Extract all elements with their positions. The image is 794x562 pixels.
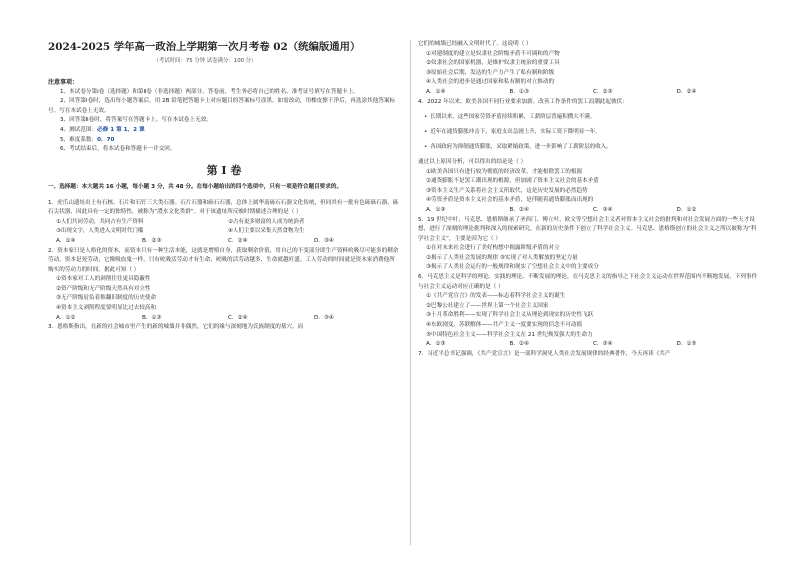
right-column (418, 40, 760, 550)
section-one-heading: 一、选择题：本大题共 16 小题，每小题 3 分，共 48 分。在每小题给出的四个选项中，只有一项是符合题目要求的。 (48, 184, 343, 191)
choice-row (48, 237, 400, 247)
choice-a[interactable]: A．①② (56, 314, 76, 321)
question-stem: 2．资本家只是人格化的资本，而资本只有一种生活本能，这就是增殖自身，获取剩余价值，用自己的不变部分即生产资料吮吸尽可能多的剩余劳动。资本是死劳动，它像吸血鬼一样，只有吮吸活劳动才有生命，吮吸的活劳动越多，生命就越旺盛。工人劳动的时间就是资本家消费他所购买的劳动力的时间。据此可知（ ） (48, 247, 399, 273)
question-2 (48, 247, 400, 324)
choice-a[interactable]: A．①③ (426, 341, 446, 348)
question-1 (48, 199, 400, 247)
question-7-stem: 7．习近平总书记强调，《共产党宣言》是一部科学洞见人类社会发展规律的经典著作，今天再读《共产 (418, 350, 671, 357)
choice-d[interactable]: D．③④ (314, 237, 334, 244)
option: ②奴隶社会的国家机器，是维护奴隶主统治的重要工具 (426, 60, 560, 67)
exam-info: （考试时间：75 分钟 试卷满分：100 分） (153, 58, 257, 64)
note-item-5 (48, 136, 400, 146)
question-stem: 6．马克思主义是科学的理论、实践的理论、不断发展的理论，在马克思主义的指导之下社会主义运动在世界范围内不断地发展。下列事件与社会主义运动对应正确的是（ ） (418, 274, 758, 290)
bullet-item: • 长期以来，这些国家劳资矛盾持续积累，工薪阶层普遍积攒大不满。 (418, 113, 760, 123)
option: ③十月革命胜利——实现了科学社会主义从理论到现实的历史性飞跃 (426, 312, 594, 319)
note-item-3: 3、回答第Ⅱ卷时，将答案写在答题卡上。写在本试卷上无效。 (60, 117, 212, 124)
option-row (48, 227, 400, 237)
option-row (48, 218, 400, 228)
option: ④资本主义剥削程度要明显比过去较高和 (56, 305, 157, 312)
question-stem: 5．19 世纪中叶，马克思、恩格斯继承了圣西门、傅立叶、欧文等空想社会主义者对资本主义社会的批判和对社会发展方面的一些天才设想，进行了深刻的理论批判和深入的探索研究，在新的历史条件下创立了科学社会主义。马克思、恩格斯创立的社会主义之所以被称为“科学社会主义”，主要是因为它（ ） (418, 216, 757, 242)
option: ③资本主义生产关系将社会主义所取代，这是历史发展的必然趋势 (426, 187, 588, 194)
option: ⑤中国特色社会主义——科学社会主义在 21 世纪焕发强大的生命力 (426, 331, 593, 338)
choice-row (48, 314, 400, 324)
option: ②揭示了人类社会发展的规律 ③实现了对人类解放的坚定力量 (426, 254, 578, 261)
option: ①人们共同劳动，共同占有生产资料 (56, 218, 144, 225)
notes-heading: 注意事项： (48, 79, 79, 86)
option: ③原始社会后期，发达的生产力产生了私有制和阶级 (426, 69, 555, 76)
option: ②通货膨胀不是罢工潮出现的根源，但加剧了资本主义社会的基本矛盾 (426, 178, 599, 185)
option: ①对建制度的建立是奴隶社会阶级矛盾不可调和的产物 (426, 50, 560, 57)
option: ②巴黎公社建立了——世界上第一个社会主义国家 (426, 302, 549, 309)
column-divider (410, 40, 411, 545)
volume-title: 第 Ⅰ 卷 (206, 163, 242, 177)
left-column (48, 72, 400, 550)
question-3-stem: 3．恩格斯指出，在新的社会城市里产生的新的城墙并非偶然，它们的缘与深刻地为氏族制度的墓穴，而 (48, 324, 304, 331)
bullet-item: • 近年在通货膨胀冲击下，家庭支出急剧上升，实际工资下降明显一年。 (418, 128, 760, 138)
question-3-tail: 它们的城墙已经融入文明时代了。这说明（ ） (418, 41, 532, 47)
option: ④劳资矛盾是资本主义社会的基本矛盾，是伴随着通货膨胀而出现的 (426, 197, 594, 204)
question-5 (418, 216, 760, 274)
choice-d[interactable]: D．②④ (676, 88, 697, 95)
question-6 (418, 273, 760, 350)
difficulty-label: 5、难度系数： (60, 136, 98, 143)
choice-row (418, 206, 760, 216)
choice-c[interactable]: C．③④ (593, 206, 613, 213)
scope-value: 必修 1 第 1、2 课 (97, 126, 145, 133)
choice-a[interactable]: A．①④ (426, 88, 446, 95)
choice-b[interactable]: B．②③ (142, 237, 162, 244)
option: ③无产阶级肩负着推翻旧制度的历史使命 (56, 295, 157, 302)
exam-title: 2024-2025 学年高一政治上学期第一次月考卷 02（统编版通用） (48, 41, 361, 53)
choice-a[interactable]: A．①④ (56, 237, 76, 244)
option: ④东欧剧变、苏联解体——共产主义一度要实现的信念不可动摇 (426, 322, 583, 329)
option: ④人类社会的进步是通过国家和私有制的对立推动的 (426, 79, 555, 86)
question-lead: 通过以上原因分析，可以得出的结论是（ ） (418, 158, 527, 165)
option: ③出现文字，人类进入文明时代门槛 (56, 228, 144, 235)
choice-b[interactable]: B．②④ (509, 206, 529, 213)
choice-c[interactable]: C．③④ (593, 341, 613, 348)
option: ①欧美各国只有进行较为彻底的经济改革，才能根除罢工的根源 (426, 168, 583, 175)
note-item-6: 6、考试结束后，将本试卷和答题卡一并交回。 (60, 146, 176, 153)
choice-c[interactable]: C．②④ (228, 237, 248, 244)
choice-a[interactable]: A．①③ (426, 206, 446, 213)
note-item-4 (48, 126, 400, 136)
choice-row (418, 340, 760, 350)
option: ③揭示了人类社会运行的一般规律和现实了空想社会主义中的主要成分 (426, 264, 599, 271)
option: ②资产阶级和无产阶级天然具有对立性 (56, 285, 151, 292)
note-item-2: 2、回答第Ⅰ卷时，选出每小题答案后，用 2B 铅笔把答题卡上对应题目的答案标号涂黑。如需改动，用橡皮擦干净后，再选涂其他答案标号。写在本试卷上无效。 (48, 98, 396, 114)
scope-label: 4、测试范围： (60, 126, 98, 133)
question-stem: 1．虎爪山遗址出土有石核、石片和石钉三大类石器。石片石器和砾石石器，总体上属华南砾石石器文化传统，但同其有一批有色砾砾石器、砾石尖状器，因此具有一定的独特性，被称为“澧水文化类群”。对于该遗址所反映时期描述合理的是（ ） (48, 199, 399, 216)
choice-c[interactable]: C．②④ (228, 314, 248, 321)
bullet-item: • 各国政府为抑制通货膨胀，采取紧缩政策，进一步影响了工薪阶层的收入。 (418, 143, 760, 153)
difficulty-value: 0．70 (97, 136, 115, 143)
choice-c[interactable]: C．②③ (593, 88, 613, 95)
choice-d[interactable]: D．①② (676, 206, 697, 213)
choice-b[interactable]: B．②④ (509, 341, 529, 348)
option: ①资本家对工人的剥削往往更具隐蔽性 (56, 276, 151, 283)
choice-row (418, 88, 760, 98)
choice-d[interactable]: D．①⑤ (676, 341, 697, 348)
option: ①《共产党宣言》的发表——标志着科学社会主义的诞生 (426, 293, 566, 300)
choice-b[interactable]: B．①③ (142, 314, 162, 321)
question-stem: 4．2022 年以来，欧美各国不同行业要求加薪、改善工作条件的罢工浪潮此起彼伏： (418, 98, 628, 105)
option: ①在对未来社会进行了美好构想中揭露阶级矛盾的对立 (426, 245, 560, 252)
question-4 (418, 98, 760, 216)
option: ②占有更多财富的人成为统治者 (228, 218, 305, 225)
choice-b[interactable]: B．①③ (509, 88, 529, 95)
choice-d[interactable]: D．③④ (314, 314, 334, 321)
note-item-1: 1、本试卷分第Ⅰ卷（选择题）和第Ⅱ卷（非选择题）两部分。答卷前，考生务必将自己的姓名、准考证号填写在答题卡上。 (60, 88, 359, 95)
option: ④人们主要以采集天然食物为生 (228, 228, 305, 235)
